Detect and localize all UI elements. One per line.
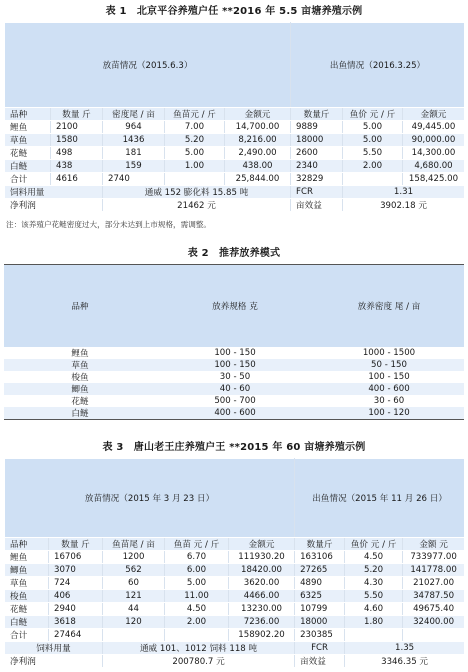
table3-group-harvest: 出鱼情况（2015 年 11 月 26 日） bbox=[295, 459, 465, 538]
table-cell: 25,844.00 bbox=[225, 173, 291, 186]
table1-header: 鱼苗元 / 斤 bbox=[165, 108, 225, 121]
table-cell: 3618 bbox=[49, 616, 103, 629]
table-cell: 花鲢 bbox=[5, 603, 49, 616]
table-cell: 60 bbox=[103, 577, 165, 590]
table-cell: 10799 bbox=[295, 603, 345, 616]
table1-feed-value: 通威 152 膨化料 15.85 吨 bbox=[103, 186, 291, 199]
table-cell: 32400.00 bbox=[403, 616, 465, 629]
table-cell: 438 bbox=[51, 160, 103, 173]
table-cell bbox=[165, 629, 229, 642]
table-cell: 406 bbox=[49, 590, 103, 603]
table3-header: 金额元 bbox=[229, 538, 295, 551]
table-cell: 3620.00 bbox=[229, 577, 295, 590]
table-cell: 32829 bbox=[291, 173, 343, 186]
table-cell: 562 bbox=[103, 564, 165, 577]
table-cell: 18420.00 bbox=[229, 564, 295, 577]
table-cell: 4890 bbox=[295, 577, 345, 590]
table-cell: 鲤鱼 bbox=[4, 347, 156, 359]
table-cell: 1000 - 1500 bbox=[314, 347, 464, 359]
table-cell: 4.60 bbox=[345, 603, 403, 616]
table-cell: 158,425.00 bbox=[403, 173, 465, 186]
table1-group-harvest: 出鱼情况（2016.3.25） bbox=[291, 23, 465, 108]
table-cell: 4.30 bbox=[345, 577, 403, 590]
table-cell: 鲫鱼 bbox=[4, 383, 156, 395]
table-row bbox=[5, 616, 465, 629]
table-cell: 30 - 50 bbox=[156, 371, 314, 383]
table-cell: 90,000.00 bbox=[403, 134, 465, 147]
table-cell: 1436 bbox=[103, 134, 165, 147]
table-cell: 7236.00 bbox=[229, 616, 295, 629]
table-cell: 鲤鱼 bbox=[5, 121, 51, 134]
table-cell: 27464 bbox=[49, 629, 103, 642]
table1-fcr-value: 1.31 bbox=[343, 186, 465, 199]
table-cell: 5.00 bbox=[343, 121, 403, 134]
table3 bbox=[4, 458, 465, 668]
table-cell: 合计 bbox=[5, 629, 49, 642]
table-cell: 49675.40 bbox=[403, 603, 465, 616]
table2-header: 放养密度 尾 / 亩 bbox=[314, 265, 464, 348]
table3-group-stocking: 放苗情况（2015 年 3 月 23 日） bbox=[5, 459, 295, 538]
table-cell: 6325 bbox=[295, 590, 345, 603]
table-cell: 400 - 600 bbox=[156, 407, 314, 420]
table-cell: 合计 bbox=[5, 173, 51, 186]
table-cell: 111930.20 bbox=[229, 551, 295, 564]
table-total-row bbox=[5, 629, 465, 642]
table-cell: 2.00 bbox=[343, 160, 403, 173]
table-row bbox=[5, 603, 465, 616]
table-cell bbox=[345, 629, 403, 642]
table-cell: 5.50 bbox=[345, 590, 403, 603]
table3-header: 数量斤 bbox=[295, 538, 345, 551]
table3-header: 鱼价 元 / 斤 bbox=[345, 538, 403, 551]
table3-header: 金额 元 bbox=[403, 538, 465, 551]
table-cell: 158902.20 bbox=[229, 629, 295, 642]
table-row bbox=[5, 590, 465, 603]
table-cell: 8,216.00 bbox=[225, 134, 291, 147]
table-row bbox=[5, 160, 465, 173]
table-cell: 白鲢 bbox=[5, 616, 49, 629]
table-cell: 鲤鱼 bbox=[5, 551, 49, 564]
table-cell: 100 - 150 bbox=[314, 371, 464, 383]
table2-header: 品种 bbox=[4, 265, 156, 348]
table-row bbox=[5, 134, 465, 147]
table-cell bbox=[165, 173, 225, 186]
table-cell: 5.00 bbox=[165, 577, 229, 590]
table1-note: 注：该养殖户花鲢密度过大，部分未达到上市规格，需调整。 bbox=[6, 220, 212, 229]
table3-header: 鱼苗 元 / 斤 bbox=[165, 538, 229, 551]
table1 bbox=[4, 22, 465, 212]
table-total-row bbox=[5, 173, 465, 186]
table-cell: 100 - 150 bbox=[156, 359, 314, 371]
table-cell: 14,700.00 bbox=[225, 121, 291, 134]
table-row bbox=[4, 383, 464, 395]
table-cell: 花鲢 bbox=[4, 395, 156, 407]
table3-feed-value: 通威 101、1012 饲料 118 吨 bbox=[103, 642, 295, 655]
table-cell: 11.00 bbox=[165, 590, 229, 603]
table1-header: 数量 斤 bbox=[51, 108, 103, 121]
table-cell: 5.00 bbox=[165, 147, 225, 160]
table1-header: 鱼价 元 / 斤 bbox=[343, 108, 403, 121]
table-cell: 16706 bbox=[49, 551, 103, 564]
table-row bbox=[5, 147, 465, 160]
table-cell: 2,490.00 bbox=[225, 147, 291, 160]
table-cell: 1200 bbox=[103, 551, 165, 564]
table-cell: 草鱼 bbox=[5, 577, 49, 590]
table-row bbox=[4, 395, 464, 407]
table-cell: 鲫鱼 bbox=[5, 564, 49, 577]
table-cell: 花鲢 bbox=[5, 147, 51, 160]
table-cell: 100 - 150 bbox=[156, 347, 314, 359]
table2 bbox=[4, 264, 464, 420]
table-row bbox=[5, 121, 465, 134]
table-cell: 白鲢 bbox=[5, 160, 51, 173]
table-cell: 4466.00 bbox=[229, 590, 295, 603]
table-cell: 34787.50 bbox=[403, 590, 465, 603]
table1-header: 密度尾 / 亩 bbox=[103, 108, 165, 121]
table-cell: 14,300.00 bbox=[403, 147, 465, 160]
table-row bbox=[4, 407, 464, 420]
table3-feed-label: 饲料用量 bbox=[5, 642, 103, 655]
table-cell: 159 bbox=[103, 160, 165, 173]
table-row bbox=[5, 577, 465, 590]
table-cell: 724 bbox=[49, 577, 103, 590]
table3-header: 品种 bbox=[5, 538, 49, 551]
table-cell: 400 - 600 bbox=[314, 383, 464, 395]
table1-feed-row bbox=[5, 186, 465, 199]
table3-per-mu-label: 亩效益 bbox=[295, 655, 345, 668]
table-cell: 7.00 bbox=[165, 121, 225, 134]
table-cell: 2340 bbox=[291, 160, 343, 173]
table1-header: 金额元 bbox=[225, 108, 291, 121]
table1-profit-row bbox=[5, 199, 465, 212]
table-cell: 1.80 bbox=[345, 616, 403, 629]
table3-profit-label: 净利润 bbox=[5, 655, 103, 668]
table3-fcr-label: FCR bbox=[295, 642, 345, 655]
table3-feed-row bbox=[5, 642, 465, 655]
table-cell: 44 bbox=[103, 603, 165, 616]
table-cell: 草鱼 bbox=[4, 359, 156, 371]
table-cell: 230385 bbox=[295, 629, 345, 642]
table1-per-mu-value: 3902.18 元 bbox=[343, 199, 465, 212]
table-cell bbox=[343, 173, 403, 186]
table-cell: 141778.00 bbox=[403, 564, 465, 577]
table-cell: 梭鱼 bbox=[4, 371, 156, 383]
table3-header: 鱼苗尾 / 亩 bbox=[103, 538, 165, 551]
table-cell: 18000 bbox=[295, 616, 345, 629]
table1-caption: 表 1 北京平谷养殖户任 **2016 年 5.5 亩塘养殖示例 bbox=[105, 6, 363, 17]
table-row bbox=[5, 551, 465, 564]
table1-profit-label: 净利润 bbox=[5, 199, 103, 212]
table-cell: 21027.00 bbox=[403, 577, 465, 590]
table-cell: 1.00 bbox=[165, 160, 225, 173]
table-cell: 733977.00 bbox=[403, 551, 465, 564]
table-cell: 5.20 bbox=[345, 564, 403, 577]
table-cell: 4616 bbox=[51, 173, 103, 186]
table-cell: 4.50 bbox=[345, 551, 403, 564]
table-cell: 5.50 bbox=[343, 147, 403, 160]
table3-profit-row bbox=[5, 655, 465, 668]
table-cell: 30 - 60 bbox=[314, 395, 464, 407]
table1-header: 品种 bbox=[5, 108, 51, 121]
table1-header: 数量斤 bbox=[291, 108, 343, 121]
table-cell: 2.00 bbox=[165, 616, 229, 629]
table-row bbox=[4, 359, 464, 371]
table-cell: 163106 bbox=[295, 551, 345, 564]
table-cell: 500 - 700 bbox=[156, 395, 314, 407]
table-cell: 5.20 bbox=[165, 134, 225, 147]
table1-fcr-label: FCR bbox=[291, 186, 343, 199]
table-cell: 2100 bbox=[51, 121, 103, 134]
table-cell: 2940 bbox=[49, 603, 103, 616]
table-row bbox=[4, 347, 464, 359]
table-cell: 120 bbox=[103, 616, 165, 629]
table-cell: 5.00 bbox=[343, 134, 403, 147]
table3-header: 数量 斤 bbox=[49, 538, 103, 551]
table1-group-stocking: 放苗情况（2015.6.3） bbox=[5, 23, 291, 108]
table3-per-mu-value: 3346.35 元 bbox=[345, 655, 465, 668]
table-cell: 964 bbox=[103, 121, 165, 134]
table-cell bbox=[103, 629, 165, 642]
table-cell: 4.50 bbox=[165, 603, 229, 616]
table-cell bbox=[403, 629, 465, 642]
table-cell: 草鱼 bbox=[5, 134, 51, 147]
table2-header: 放养规格 克 bbox=[156, 265, 314, 348]
table-cell: 2740 bbox=[103, 173, 165, 186]
table1-header: 金额元 bbox=[403, 108, 465, 121]
table-cell: 40 - 60 bbox=[156, 383, 314, 395]
table-cell: 2600 bbox=[291, 147, 343, 160]
table-cell: 100 - 120 bbox=[314, 407, 464, 420]
table-cell: 3070 bbox=[49, 564, 103, 577]
table3-caption: 表 3 唐山老王庄养殖户王 **2015 年 60 亩塘养殖示例 bbox=[102, 442, 366, 453]
table-row bbox=[4, 371, 464, 383]
table-cell: 18000 bbox=[291, 134, 343, 147]
table-cell: 49,445.00 bbox=[403, 121, 465, 134]
table-cell: 13230.00 bbox=[229, 603, 295, 616]
table-cell: 498 bbox=[51, 147, 103, 160]
table-cell: 121 bbox=[103, 590, 165, 603]
table1-profit-value: 21462 元 bbox=[103, 199, 291, 212]
table1-per-mu-label: 亩效益 bbox=[291, 199, 343, 212]
table-cell: 50 - 150 bbox=[314, 359, 464, 371]
table-cell: 1580 bbox=[51, 134, 103, 147]
table-cell: 27265 bbox=[295, 564, 345, 577]
table-row bbox=[5, 564, 465, 577]
table-cell: 梭鱼 bbox=[5, 590, 49, 603]
table-cell: 181 bbox=[103, 147, 165, 160]
table-cell: 9889 bbox=[291, 121, 343, 134]
table3-fcr-value: 1.35 bbox=[345, 642, 465, 655]
table-cell: 6.70 bbox=[165, 551, 229, 564]
table-cell: 438.00 bbox=[225, 160, 291, 173]
table-cell: 4,680.00 bbox=[403, 160, 465, 173]
table3-profit-value: 200780.7 元 bbox=[103, 655, 295, 668]
table2-caption: 表 2 推荐放养模式 bbox=[187, 248, 281, 259]
table-cell: 6.00 bbox=[165, 564, 229, 577]
table-cell: 白鲢 bbox=[4, 407, 156, 420]
table1-feed-label: 饲料用量 bbox=[5, 186, 103, 199]
